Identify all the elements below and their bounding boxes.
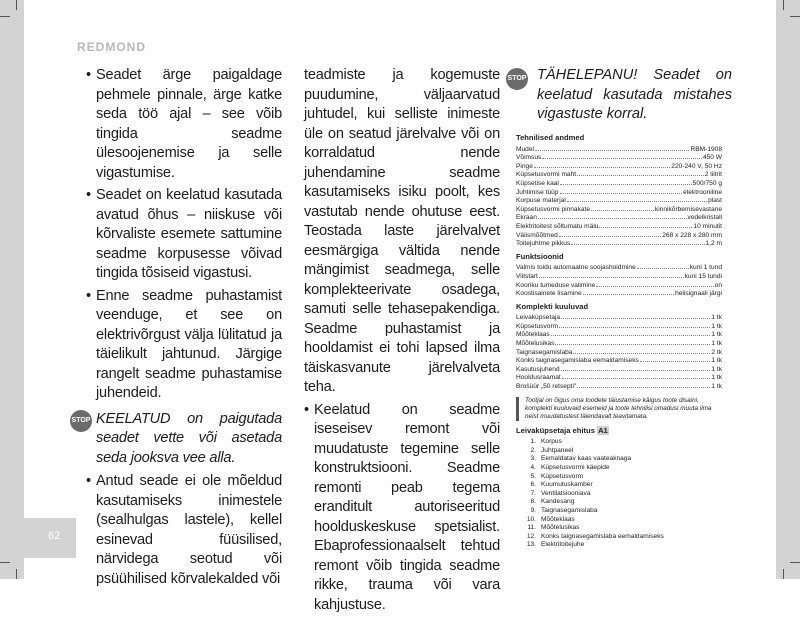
part-label: Küpsetusvorm xyxy=(541,472,584,480)
spec-label: Valmis toidu automaatne soojashoidmine xyxy=(516,264,636,272)
part-label: Juhtpaneel xyxy=(541,446,574,454)
list-item xyxy=(516,498,722,507)
part-label: Küpsetusvormi käepide xyxy=(541,464,610,471)
spec-label: Juhtimise tüüp xyxy=(516,188,559,196)
specs-title: Tehnilised andmed xyxy=(516,133,585,142)
part-number: 3. xyxy=(530,455,536,463)
right-margin-band xyxy=(776,0,800,579)
left-margin-band xyxy=(0,0,24,579)
dot-leader xyxy=(596,286,713,287)
spec-row xyxy=(516,206,722,215)
spec-value: helisignaali järgi xyxy=(675,290,722,298)
stop-icon: STOP xyxy=(70,410,92,432)
dot-leader xyxy=(591,210,654,211)
spec-label: Ekraan xyxy=(516,214,537,222)
parts-title-text: Leivaküpsetaja ehitus xyxy=(516,425,595,435)
spec-value: 220-240 V, 50 Hz xyxy=(671,162,722,170)
spec-value: 1 tk xyxy=(711,374,722,382)
spec-value: 2 liitrit xyxy=(704,171,722,179)
spec-label: Korpuse materjal xyxy=(516,197,566,205)
note-text: Tootjal on õigus oma toodete täiustamise käigus toote disaini, komplekti kuuluvaid esemeid ja toote tehnilisi omadusi muuta ilma neist muudatustest täiendavalt teavitamata. xyxy=(525,396,712,420)
contents-table xyxy=(516,314,722,391)
specs-table xyxy=(516,146,722,249)
part-label: Kuumutuskamber xyxy=(541,481,593,489)
part-label: Mõõtelusikas xyxy=(541,524,580,532)
spec-label: Mõõteklaas xyxy=(516,331,550,339)
spec-value: plast xyxy=(708,197,722,205)
crop-mark xyxy=(790,562,800,563)
spec-row xyxy=(516,282,722,291)
part-number: 4. xyxy=(530,464,536,471)
dot-leader xyxy=(577,175,704,176)
spec-value: kinnikõrbemisevastane xyxy=(654,205,722,213)
crop-mark xyxy=(0,16,10,17)
crop-mark xyxy=(790,16,800,17)
spec-row xyxy=(516,240,722,249)
spec-value: 268 x 228 x 280 mm xyxy=(662,231,722,239)
crop-mark xyxy=(16,0,17,10)
part-label: Mõõteklaas xyxy=(541,515,575,523)
dot-leader xyxy=(539,277,684,278)
spec-label: Viitstart xyxy=(516,272,538,280)
part-number: 9. xyxy=(530,506,536,514)
list-item xyxy=(516,533,722,542)
spec-value: 1 tk xyxy=(711,340,722,348)
safety-bullet: • Enne seadme puhastamist veenduge, et see on elektrivõrgust välja lülitatud ja täielikult jahtunud. Järgige rangelt seadme puhastamise juhendeid. xyxy=(86,287,282,404)
spec-row xyxy=(516,197,722,206)
dot-leader xyxy=(561,370,711,371)
spec-value: 1 tk xyxy=(711,357,722,365)
list-item xyxy=(516,473,722,482)
crop-mark xyxy=(0,562,10,563)
list-item xyxy=(516,481,722,490)
dot-leader xyxy=(538,218,687,219)
spec-row xyxy=(516,189,722,198)
dot-leader xyxy=(551,335,711,336)
spec-row xyxy=(516,290,722,299)
spec-value: 1 tk xyxy=(711,331,722,339)
spec-label: Konks taignasegamislaba eemaldamiseks xyxy=(516,357,639,365)
spec-row xyxy=(516,171,722,180)
spec-label: Mõõtelusikas xyxy=(516,340,555,348)
spec-row xyxy=(516,146,722,155)
spec-row xyxy=(516,314,722,323)
list-item xyxy=(516,541,722,550)
safety-bullet: • Seadet ärge paigaldage pehmele pinnale, ärge katke seda töö ajal – see võib tingida seadme ülesoojenemise ja selle vigastumise. xyxy=(86,66,282,183)
spec-label: Toitejuhtme pikkus xyxy=(516,240,571,248)
part-label: Elektritoitejuhe xyxy=(541,541,585,549)
manufacturer-note xyxy=(516,397,722,421)
list-item xyxy=(516,438,722,447)
spec-row xyxy=(516,323,722,332)
list-item xyxy=(516,464,722,473)
part-label: Konks taignasegamislaba eemaldamiseks xyxy=(541,532,664,540)
spec-row xyxy=(516,349,722,358)
dot-leader xyxy=(561,318,710,319)
spec-value: vedelkristall xyxy=(687,214,722,222)
spec-row xyxy=(516,273,722,282)
stop-warning xyxy=(71,410,282,469)
specifications-panel xyxy=(516,130,722,550)
list-item xyxy=(516,507,722,516)
safety-bullet: • Seadet on keelatud kasutada avatud õhus – niiskuse või kõrvaliste esemete sattumine seadme korpusesse võivad tingida tõsiseid vigastusi. xyxy=(86,186,282,284)
spec-row xyxy=(516,264,722,273)
dot-leader xyxy=(559,236,661,237)
dot-leader xyxy=(559,327,710,328)
dot-leader xyxy=(534,167,670,168)
spec-row xyxy=(516,232,722,241)
dot-leader xyxy=(555,344,710,345)
spec-label: Mudel xyxy=(516,145,534,153)
dot-leader xyxy=(567,201,707,202)
page-number-box xyxy=(0,518,76,558)
safety-bullet: • Antud seade ei ole mõeldud kasutamiseks inimestele (sealhulgas lastele), kellel esinevad füüsilised, närvidega seotud või psüühilised kõrvalekalded või xyxy=(86,472,282,589)
part-number: 7. xyxy=(530,489,536,497)
part-number: 13. xyxy=(526,541,536,549)
spec-label: Kasutusjuhend xyxy=(516,365,560,373)
column-2 xyxy=(304,66,500,618)
part-label: Taignasegamislaba xyxy=(541,506,598,514)
spec-label: Küpsetusvorm xyxy=(516,322,559,330)
figure-badge: A1 xyxy=(598,425,608,435)
spec-row xyxy=(516,214,722,223)
spec-row xyxy=(516,374,722,383)
stop-warning-text: KEELATUD on paigutada seadet vette või asetada seda jooksva vee alla. xyxy=(96,410,282,466)
dot-leader xyxy=(583,294,674,295)
part-label: Eemaldatav kaas vaateaknaga xyxy=(541,455,632,463)
part-number: 5. xyxy=(530,472,536,480)
spec-label: Koostisainete lisamine xyxy=(516,290,582,298)
spec-value: 1,2 m xyxy=(705,240,722,248)
spec-value: 500/750 g xyxy=(692,179,722,187)
dot-leader xyxy=(562,378,711,379)
part-number: 8. xyxy=(530,498,536,506)
spec-value: kuni 15 tundi xyxy=(684,272,722,280)
part-number: 1. xyxy=(530,438,536,446)
dot-leader xyxy=(535,150,690,151)
dot-leader xyxy=(599,227,692,228)
safety-bullet: • Keelatud on seadme iseseisev remont või muudatuste tegemine selle konstruktsiooni. Seadme remonti peab tegema eranditult autoriseeritud hoolduskeskuse spetsialist. Ebaprofessionaalselt tehtud remont võib tingida seadme rikke, trauma või vara kahjustuse. xyxy=(304,401,500,616)
spec-label: Võimsus xyxy=(516,154,542,162)
part-number: 6. xyxy=(530,481,536,489)
spec-value: RBM-1908 xyxy=(690,145,722,153)
parts-title xyxy=(516,427,722,436)
dot-leader xyxy=(571,244,704,245)
spec-value: 10 minutit xyxy=(693,222,722,230)
spec-label: Hooldusraamat xyxy=(516,374,561,382)
spec-value: kuni 1 tund xyxy=(689,264,722,272)
list-item xyxy=(516,524,722,533)
spec-value: 1 tk xyxy=(711,365,722,373)
spec-row xyxy=(516,180,722,189)
brand-logo: REDMOND xyxy=(77,40,146,54)
spec-label: Kooriku tumeduse valimine xyxy=(516,281,596,289)
spec-row xyxy=(516,340,722,349)
part-number: 11. xyxy=(527,524,536,532)
stop-icon: STOP xyxy=(506,68,528,90)
list-item xyxy=(516,490,722,499)
spec-value: on xyxy=(714,281,722,289)
dot-leader xyxy=(560,193,683,194)
list-item xyxy=(516,455,722,464)
spec-label: Küpsetusvormi pinnakate xyxy=(516,205,591,213)
dot-leader xyxy=(573,353,710,354)
crop-mark xyxy=(16,569,17,579)
crop-mark xyxy=(783,569,784,579)
spec-label: Brošüür „50 retsepti" xyxy=(516,383,577,391)
spec-value: 1 tk xyxy=(711,314,722,322)
spec-label: Elektritoitest sõltumatu mälu xyxy=(516,222,599,230)
list-item xyxy=(516,447,722,456)
column-1 xyxy=(71,66,282,592)
spec-row xyxy=(516,223,722,232)
spec-value: 1 tk xyxy=(711,383,722,391)
note-bar xyxy=(516,397,519,421)
list-item xyxy=(516,516,722,525)
spec-value: elektrooniline xyxy=(683,188,722,196)
spec-value: 1 tk xyxy=(711,322,722,330)
spec-label: Küpsetise kaal xyxy=(516,179,559,187)
crop-mark xyxy=(783,0,784,10)
spec-row xyxy=(516,163,722,172)
part-number: 10. xyxy=(526,515,536,523)
spec-row xyxy=(516,383,722,392)
continued-paragraph: teadmiste ja kogemuste puudumine, väljaarvatud juhtudel, kui selliste inimeste üle on seatud järelvalve või on korraldatud nende juhendamine seadme kasutamiseks isiku poolt, kes vastutab nende ohutuse eest. Teostada laste järelvalvet eesmärgiga vältida nende mängimist seadmega, selle komplekteerivate osadega, samuti selle tehasepakendiga. Seadme puhastamist ja hooldamist ei tohi lapsed ilma täiskasvanute järelvalveta teha. xyxy=(304,67,500,395)
dot-leader xyxy=(560,184,692,185)
dot-leader xyxy=(640,361,711,362)
part-label: Ventilatsiooniava xyxy=(541,489,591,497)
spec-label: Pinge xyxy=(516,162,533,170)
spec-row xyxy=(516,331,722,340)
dot-leader xyxy=(577,387,710,388)
contents-title: Komplekti kuuluvad xyxy=(516,301,589,311)
functions-table xyxy=(516,264,722,298)
dot-leader xyxy=(542,158,702,159)
page-number: 62 xyxy=(48,530,61,542)
spec-row xyxy=(516,366,722,375)
spec-label: Küpsetusvormi maht xyxy=(516,171,577,179)
dot-leader xyxy=(637,268,689,269)
spec-label: Leivaküpsetaja xyxy=(516,314,560,322)
spec-value: 450 W xyxy=(702,154,722,162)
part-label: Kandesang xyxy=(541,498,575,506)
spec-row xyxy=(516,154,722,163)
part-number: 12. xyxy=(526,532,536,540)
spec-label: Välismõõtmed xyxy=(516,231,558,239)
parts-list xyxy=(516,438,722,550)
spec-row xyxy=(516,357,722,366)
spec-label: Taignasegamislaba xyxy=(516,348,573,356)
functions-title: Funktsioonid xyxy=(516,251,564,261)
part-number: 2. xyxy=(530,446,536,454)
attention-warning: TÄHELEPANU! Seadet on keelatud kasutada mistahes vigastuste korral. xyxy=(537,67,732,122)
spec-value: 2 tk xyxy=(711,348,722,356)
part-label: Korpus xyxy=(541,438,562,446)
